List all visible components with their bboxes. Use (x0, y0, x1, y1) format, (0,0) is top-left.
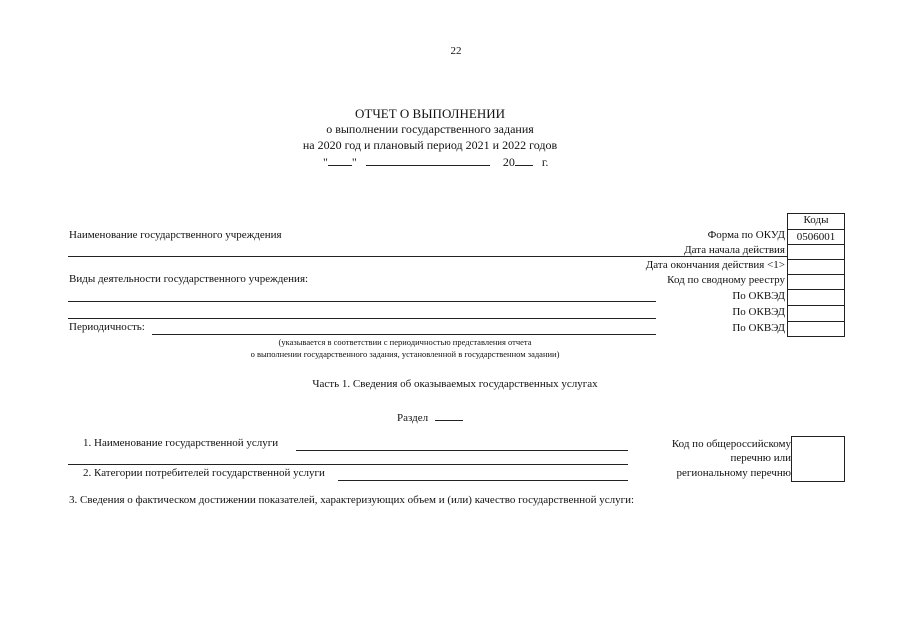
report-date-line (323, 154, 548, 170)
code-label-2: перечню или (730, 452, 791, 464)
okved-3-cell[interactable] (788, 321, 844, 337)
start-date-label: Дата начала действия (684, 244, 785, 256)
code-label-3: региональному перечню (676, 467, 791, 479)
service-name-line-2[interactable] (68, 464, 628, 465)
periodicity-note-2: о выполнении государственного задания, установленной в государственном задании) (250, 349, 560, 359)
okud-code-cell: 0506001 (788, 229, 844, 244)
report-title: ОТЧЕТ О ВЫПОЛНЕНИИ (355, 106, 505, 121)
date-quote-open: " (323, 155, 328, 169)
service-code-box[interactable] (791, 436, 845, 482)
end-date-cell[interactable] (788, 259, 844, 274)
institution-name-line[interactable] (68, 256, 788, 257)
okud-label: Форма по ОКУД (707, 229, 785, 241)
okved-2-cell[interactable] (788, 305, 844, 321)
periodicity-label: Периодичность: (69, 321, 145, 333)
service-name-label: 1. Наименование государственной услуги (83, 437, 279, 449)
date-day-blank[interactable] (328, 154, 352, 166)
periodicity-note-1: (указывается в соответствии с периодичностью представления отчета (278, 337, 532, 347)
okved-3-label: По ОКВЭД (732, 322, 785, 334)
start-date-cell[interactable] (788, 244, 844, 259)
section-label: Раздел (397, 412, 429, 424)
service-name-line[interactable] (296, 450, 628, 451)
date-suffix: г. (541, 155, 549, 169)
section-number-blank[interactable] (435, 409, 463, 421)
indicators-label: 3. Сведения о фактическом достижении показателей, характеризующих объем и (или) качество государственной услуги: (69, 494, 635, 506)
consumer-categories-line[interactable] (338, 480, 628, 481)
registry-code-cell[interactable] (788, 274, 844, 289)
codes-table (787, 213, 845, 337)
okved-2-label: По ОКВЭД (732, 306, 785, 318)
consumer-categories-label: 2. Категории потребителей государственной услуги (83, 467, 325, 479)
okved-1-label: По ОКВЭД (732, 290, 785, 302)
date-quote-close: " (351, 155, 357, 169)
periodicity-line[interactable] (152, 334, 656, 335)
page-number: 22 (450, 45, 462, 57)
report-period: на 2020 год и плановый период 2021 и 2022 годов (302, 138, 558, 152)
date-year-blank[interactable] (515, 154, 533, 166)
codes-header: Коды (803, 214, 829, 226)
activity-types-label: Виды деятельности государственного учреждения: (69, 273, 309, 285)
code-label-1: Код по общероссийскому (671, 438, 791, 450)
date-month-blank[interactable] (366, 154, 490, 166)
registry-code-label: Код по сводному реестру (667, 274, 785, 286)
report-subtitle: о выполнении государственного задания (326, 122, 534, 136)
section-label-line (397, 409, 463, 424)
activity-types-line-2[interactable] (68, 318, 656, 319)
okved-1-cell[interactable] (788, 289, 844, 305)
activity-types-line-1[interactable] (68, 301, 656, 302)
date-year-prefix: 20 (502, 155, 515, 169)
part1-title: Часть 1. Сведения об оказываемых государственных услугах (312, 378, 598, 390)
institution-name-label: Наименование государственного учреждения (69, 229, 282, 241)
end-date-label: Дата окончания действия <1> (645, 259, 785, 271)
